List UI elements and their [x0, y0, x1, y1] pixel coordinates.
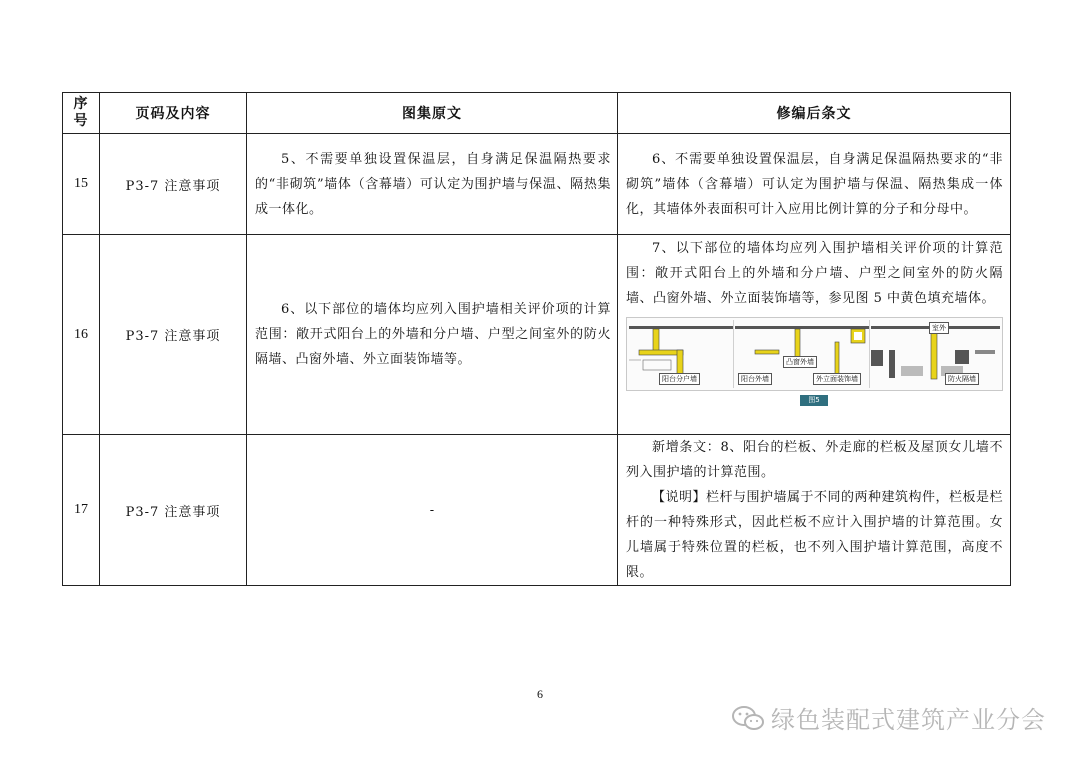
figure-panel-firewall [871, 320, 1000, 388]
page-number: 6 [537, 687, 543, 701]
row-page: P3-7 注意事项 [100, 435, 247, 586]
table-row [63, 134, 1011, 235]
header-no: 序 号 [63, 93, 100, 134]
table-row [63, 235, 1011, 435]
row-original: 5、不需要单独设置保温层，自身满足保温隔热要求的“非砌筑”墙体（含幕墙）可认定为围护墙与保温、隔热集成一体化。 [247, 134, 618, 235]
row-page: P3-7 注意事项 [100, 235, 247, 435]
header-page: 页码及内容 [100, 93, 247, 134]
label-bay-window-wall: 凸窗外墙 [783, 356, 817, 368]
header-original: 图集原文 [247, 93, 618, 134]
header-row [63, 93, 1011, 134]
label-outdoor: 室外 [929, 322, 949, 334]
figure-panel-balcony [629, 320, 734, 388]
row-original: 6、以下部位的墙体均应列入围护墙相关评价项的计算范围：敞开式阳台上的外墙和分户墙、户型之间室外的防火隔墙、凸窗外墙、外立面装饰墙等。 [247, 235, 618, 435]
header-revised: 修编后条文 [618, 93, 1011, 134]
label-balcony-exterior-wall: 阳台外墙 [738, 373, 772, 385]
watermark [731, 700, 1046, 735]
figure-caption: 图5 [800, 395, 828, 406]
row-revised: 新增条文：8、阳台的栏板、外走廊的栏板及屋顶女儿墙不列入围护墙的计算范围。 【说明】栏杆与围护墙属于不同的两种建筑构件，栏板是栏杆的一种特殊形式，因此栏板不应计入围护墙的计算范围。女儿墙属于特殊位置的栏板，也不列入围护墙计算范围，高度不限。 [618, 435, 1011, 586]
figure-panel-window [735, 320, 870, 388]
label-fire-partition-wall: 防火隔墙 [945, 373, 979, 385]
row-number: 15 [63, 134, 100, 235]
row-revised: 7、以下部位的墙体均应列入围护墙相关评价项的计算范围：敞开式阳台上的外墙和分户墙、户型之间室外的防火隔墙、凸窗外墙、外立面装饰墙等，参见图 5 中黄色填充墙体。 阳台分户墙 阳台外墙 凸窗外墙 外立面装饰墙 室外 防火隔墙 图5 [618, 235, 1011, 435]
label-balcony-party-wall: 阳台分户墙 [659, 373, 700, 385]
row-page: P3-7 注意事项 [100, 134, 247, 235]
revision-table [62, 92, 1011, 586]
figure-5 [626, 317, 1003, 391]
row-number: 16 [63, 235, 100, 435]
row-revised: 6、不需要单独设置保温层，自身满足保温隔热要求的“非砌筑”墙体（含幕墙）可认定为围护墙与保温、隔热集成一体化，其墙体外表面积可计入应用比例计算的分子和分母中。 [618, 134, 1011, 235]
wechat-icon [731, 704, 765, 732]
label-facade-decorative-wall: 外立面装饰墙 [813, 373, 861, 385]
watermark-text: 绿色装配式建筑产业分会 [771, 706, 1046, 734]
table-row [63, 435, 1011, 586]
row-original: - [247, 435, 618, 586]
row-number: 17 [63, 435, 100, 586]
